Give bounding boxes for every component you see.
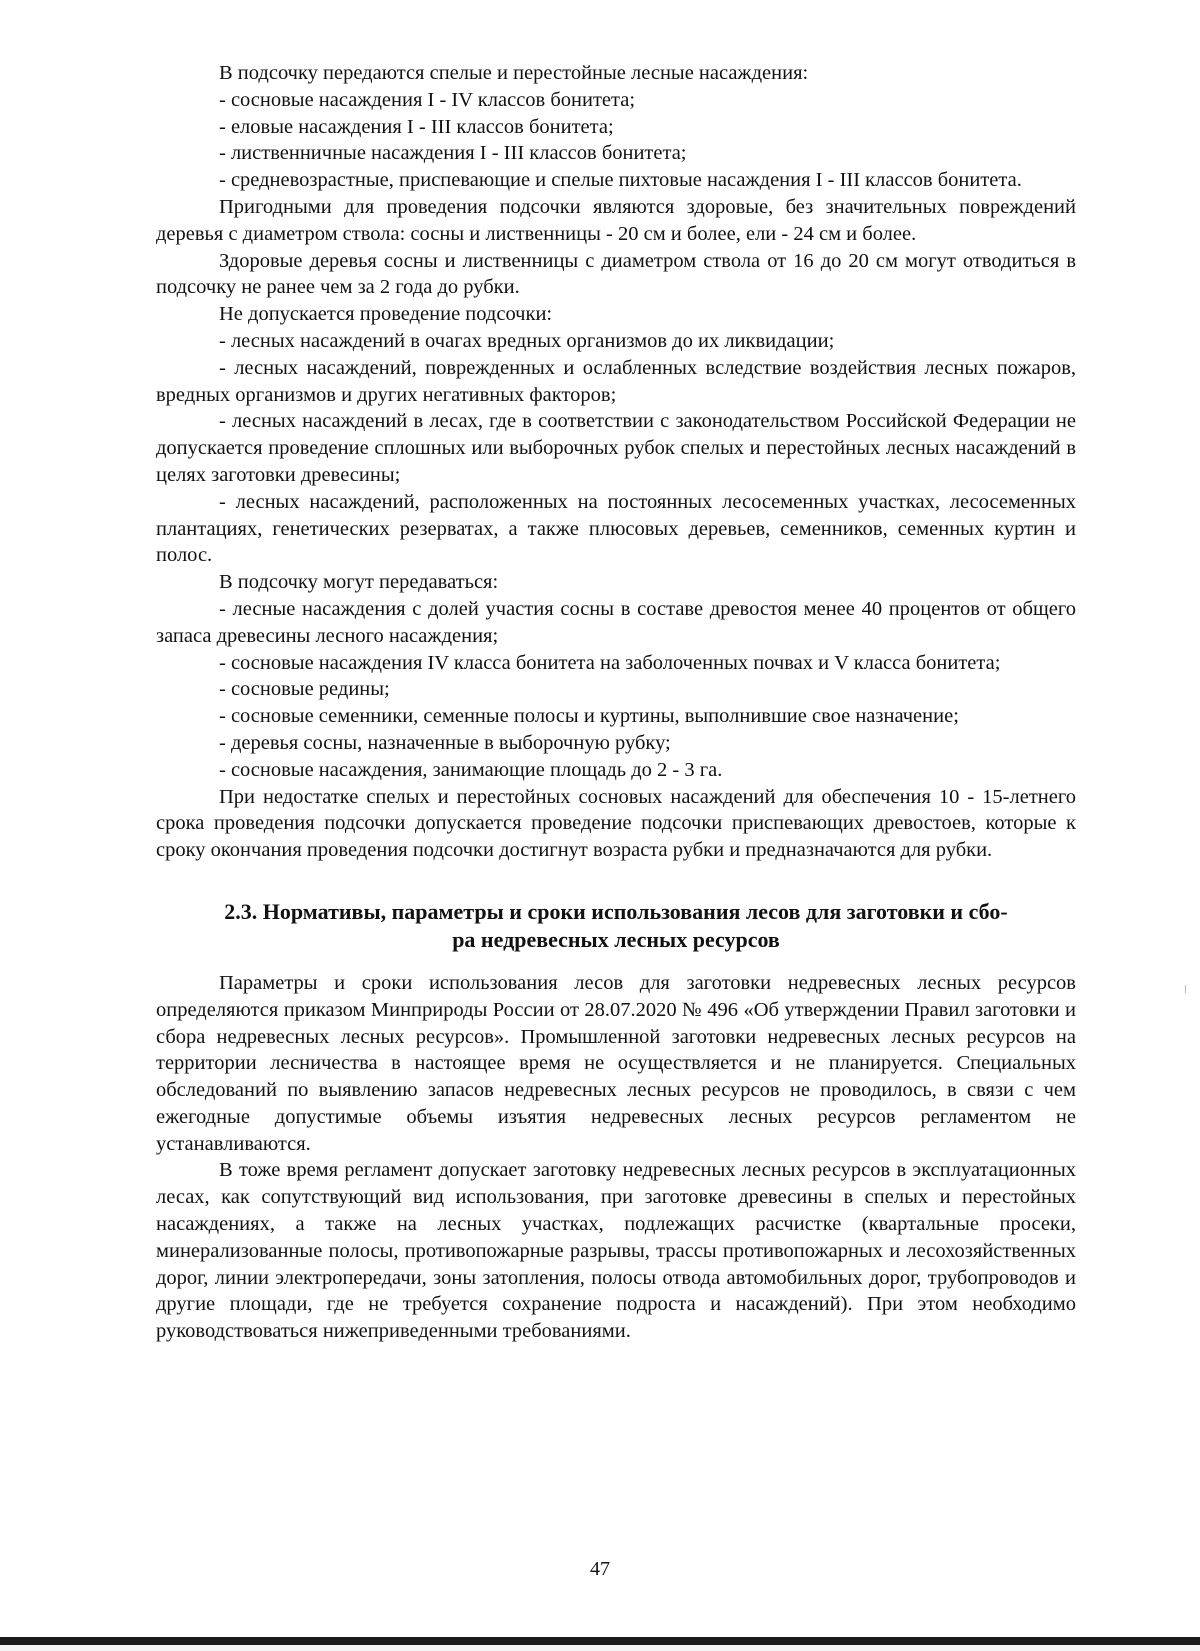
paragraph: В тоже время регламент допускает заготовку недревесных лесных ресурсов в эксплуатационных лесах, как сопутствующий вид использования, при заготовке древесины в спелых и перестойных насаждениях, а также на лесных участках, подлежащих расчистке (квартальные просеки, минерализованные полосы, противопожарные разрывы, трассы противопожарных и лесохозяйственных дорог, линии электропередачи, зоны затопления, полосы отвода автомобильных дорог, трубопроводов и другие площади, где не требуется сохранение подроста и насаждений). При этом необходимо руководствоваться нижеприведенными требованиями. xyxy=(156,1159,1076,1343)
list-item: - сосновые семенники, семенные полосы и куртины, выполнившие свое назначение; xyxy=(219,705,959,728)
list-item: - сосновые редины; xyxy=(219,678,390,701)
paragraph: Пригодными для проведения подсочки являются здоровые, без значительных повреждений деревья с диаметром ствола: сосны и лиственницы - 20 см и более, ели - 24 см и более. xyxy=(156,195,1076,245)
section-bottom xyxy=(156,970,1076,1345)
list-item: - деревья сосны, назначенные в выборочную рубку; xyxy=(219,731,671,754)
paragraph: Не допускается проведение подсочки: xyxy=(219,303,553,326)
list-item: - лесных насаждений, поврежденных и ослабленных вследствие воздействия лесных пожаров, вредных организмов и других негативных факторов; xyxy=(156,356,1076,406)
list-item: - лесных насаждений, расположенных на постоянных лесосеменных участках, лесосеменных плантациях, генетических резерватах, а также плюсовых деревьев, семенников, семенных куртин и полос. xyxy=(156,490,1076,567)
paragraph: Параметры и сроки использования лесов для заготовки недревесных лесных ресурсов определяются приказом Минприроды России от 28.07.2020 № 496 «Об утверждении Правил заготовки и сбора недревесных лесных ресурсов». Промышленной заготовки недревесных лесных ресурсов на территории лесничества в настоящее время не осуществляется и не планируется. Специальных обследований по выявлению запасов недревесных лесных ресурсов не проводилось, в связи с чем ежегодные допустимые объемы изъятия недревесных лесных ресурсов регламентом не устанавливаются. xyxy=(156,971,1076,1155)
paragraph: При недостатке спелых и перестойных сосновых насаждений для обеспечения 10 - 15-летнего срока проведения подсочки допускается проведение подсочки приспевающих древостоев, которые к сроку окончания проведения подсочки достигнут возраста рубки и предназначаются для рубки. xyxy=(156,785,1076,862)
list-item: - сосновые насаждения I - IV классов бонитета; xyxy=(219,88,636,111)
paragraph: В подсочку могут передаваться: xyxy=(219,571,499,594)
list-item: - лесных насаждений в очагах вредных организмов до их ликвидации; xyxy=(219,329,835,352)
list-item: - средневозрастные, приспевающие и спелые пихтовые насаждения I - III классов бонитета. xyxy=(219,169,1022,192)
list-item: - лесные насаждения с долей участия сосны в составе древостоя менее 40 процентов от общего запаса древесины лесного насаждения; xyxy=(156,597,1076,647)
page-number: 47 xyxy=(590,1558,610,1580)
heading-line-1: 2.3. Нормативы, параметры и сроки использования лесов для заготовки и сбо- xyxy=(224,898,1008,924)
list-item: - лесных насаждений в лесах, где в соответствии с законодательством Российской Федерации не допускается проведение сплошных или выборочных рубок спелых и перестойных лесных насаждений в целях заготовки древесины; xyxy=(156,410,1076,486)
section-heading xyxy=(156,898,1076,954)
section-top xyxy=(156,60,1076,864)
scan-bottom-margin xyxy=(0,1645,1200,1651)
list-item: - еловые насаждения I - III классов бонитета; xyxy=(219,115,614,138)
document-page xyxy=(156,60,1076,1345)
heading-line-2: ра недревесных лесных ресурсов xyxy=(452,926,780,952)
scan-speck xyxy=(1185,985,1186,993)
list-item: - сосновые насаждения IV класса бонитета на заболоченных почвах и V класса бонитета; xyxy=(219,651,1001,674)
scan-bottom-edge xyxy=(0,1637,1200,1645)
paragraph: Здоровые деревья сосны и лиственницы с диаметром ствола от 16 до 20 см могут отводиться в подсочку не ранее чем за 2 года до рубки. xyxy=(156,249,1076,299)
list-item: - лиственничные насаждения I - III классов бонитета; xyxy=(219,142,687,165)
list-item: - сосновые насаждения, занимающие площадь до 2 - 3 га. xyxy=(219,758,723,781)
paragraph-intro: В подсочку передаются спелые и перестойные лесные насаждения: xyxy=(219,62,809,84)
